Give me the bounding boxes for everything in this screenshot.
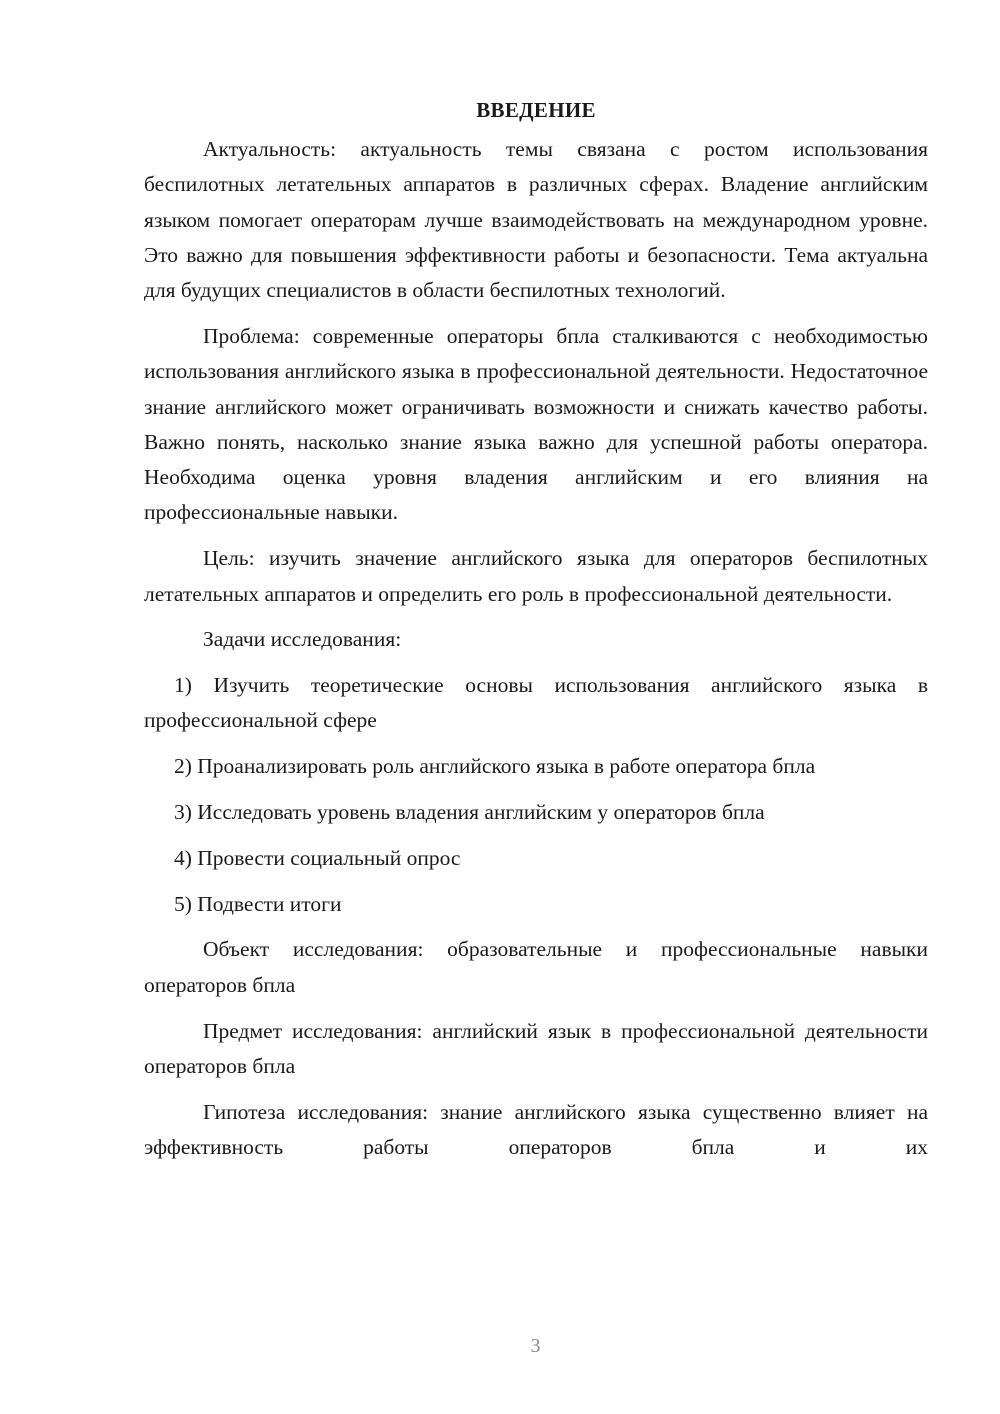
list-item: 2) Проанализировать роль английского языка в работе оператора бпла [174, 754, 816, 779]
tasks-list [144, 668, 928, 922]
problem-paragraph: Проблема: современные операторы бпла сталкиваются с необходимостью использования английского языка в профессиональной деятельности. Недостаточное знание английского может ограничивать возможности и снижать качество работы. Важно понять, насколько знание языка важно для успешной работы оператора. Необходима оценка уровня владения английским и его влияния на профессиональные навыки. [144, 323, 928, 525]
goal-paragraph: Цель: изучить значение английского языка для операторов беспилотных летательных аппаратов и определить его роль в профессиональной деятельности. [144, 546, 928, 606]
object-paragraph: Объект исследования: образовательные и профессиональные навыки операторов бпла [144, 937, 928, 997]
tasks-intro: Задачи исследования: [203, 627, 402, 652]
list-item: 1) Изучить теоретические основы использования английского языка в профессиональной сфере [144, 673, 928, 733]
document-page [144, 96, 928, 1176]
section-heading: ВВЕДЕНИЕ [476, 98, 596, 122]
subject-paragraph: Предмет исследования: английский язык в профессиональной деятельности операторов бпла [144, 1018, 928, 1078]
relevance-paragraph: Актуальность: актуальность темы связана с ростом использования беспилотных летательных аппаратов в различных сферах. Владение английским языком помогает операторам лучше взаимодействовать на международном уровне. Это важно для повышения эффективности работы и безопасности. Тема актуальна для будущих специалистов в области беспилотных технологий. [144, 137, 928, 303]
list-item: 3) Исследовать уровень владения английским у операторов бпла [174, 800, 765, 825]
list-item: 4) Провести социальный опрос [174, 845, 461, 870]
page-number: 3 [530, 1335, 541, 1357]
list-item: 5) Подвести итоги [174, 891, 342, 916]
hypothesis-paragraph: Гипотеза исследования: знание английского языка существенно влияет на эффективность работы операторов бпла и их [144, 1099, 928, 1159]
